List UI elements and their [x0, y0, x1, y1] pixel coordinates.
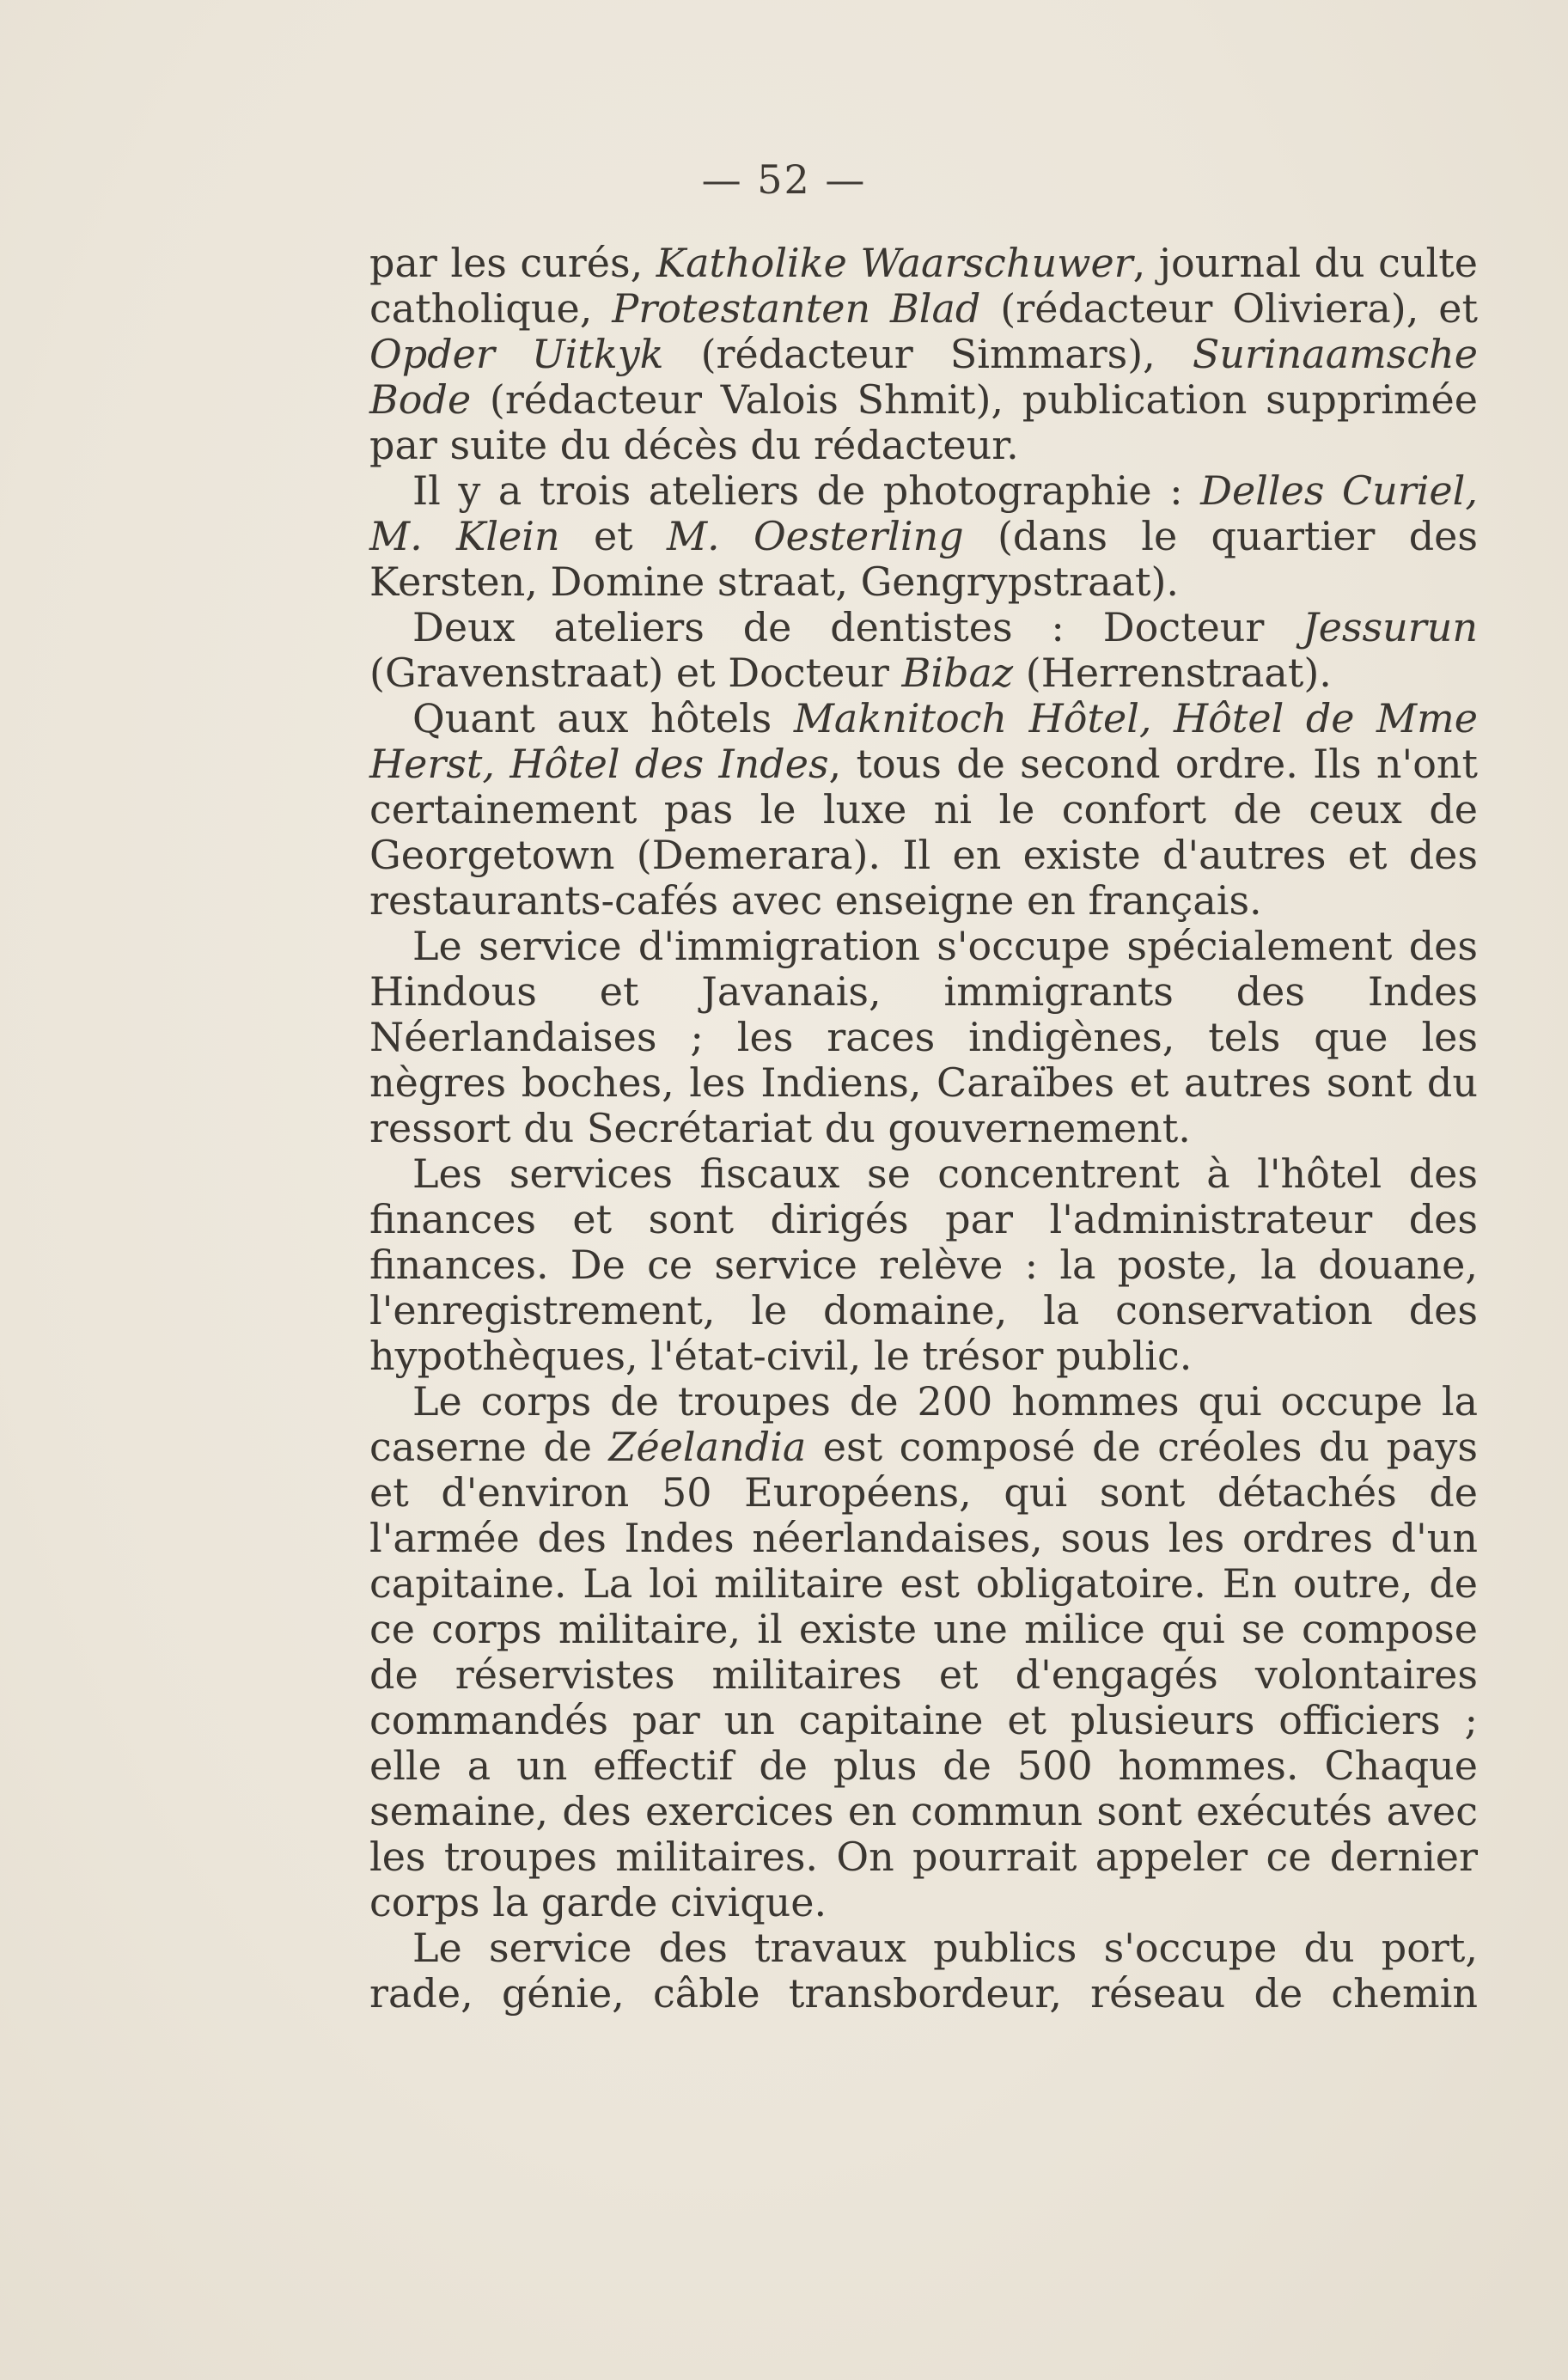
paragraph — [369, 605, 1478, 696]
italic-text-segment: Zéelandia — [608, 1424, 807, 1470]
italic-text-segment: Protestanten Blad — [612, 285, 981, 332]
italic-text-segment: Opder Uitkyk — [369, 331, 664, 377]
text-segment: Deux ateliers de dentistes : Docteur — [412, 604, 1303, 650]
paragraph — [369, 241, 1478, 468]
italic-text-segment: Delles Curiel, M. Klein — [369, 467, 1478, 559]
text-segment: Il y a trois ateliers de photographie : — [412, 467, 1201, 514]
italic-text-segment: Surinaamsche Bode — [369, 331, 1478, 423]
page-number: — 52 — — [701, 156, 867, 203]
text-segment: Les services fiscaux se concentrent à l'hôtel des finances et sont dirigés par l'administrateur des finances. De ce service relève : la poste, la douane, l'enregistrement, le domaine, la conservation des hypothèques, l'état-civil, le trésor public. — [369, 1150, 1478, 1379]
text-segment: et — [559, 513, 667, 559]
page-body-text — [369, 241, 1478, 2017]
text-segment: (rédacteur Valois Shmit), publication supprimée par suite du décès du rédacteur. — [369, 376, 1478, 468]
paragraph — [369, 1379, 1478, 1925]
italic-text-segment: Jessurun — [1303, 604, 1478, 650]
text-segment: Le corps de troupes de 200 hommes qui occupe la caserne de — [369, 1378, 1478, 1470]
text-segment: (rédacteur Simmars), — [663, 331, 1193, 377]
text-segment: (rédacteur Oliviera), et — [980, 285, 1478, 332]
text-segment: par les curés, — [369, 240, 656, 286]
italic-text-segment: Katholike Waarschuwer — [656, 240, 1133, 286]
italic-text-segment: M. Oesterling — [666, 513, 964, 559]
text-segment: est composé de créoles du pays et d'environ 50 Européens, qui sont détachés de l'armée des Indes néerlandaises, sous les ordres d'un capitaine. La loi militaire est obligatoire. En outre, de ce corps militaire, il existe une milice qui se compose de réservistes militaires et d'engagés volontaires commandés par un capitaine et plusieurs officiers ; elle a un effectif de plus de 500 hommes. Chaque semaine, des exercices en commun sont exécutés avec les troupes militaires. On pourrait appeler ce dernier corps la garde civique. — [369, 1424, 1478, 1925]
text-segment: (Herrenstraat). — [1013, 650, 1332, 696]
paragraph — [369, 924, 1478, 1151]
text-segment: , journal du culte catholique, — [369, 240, 1478, 332]
paragraph — [369, 696, 1478, 924]
italic-text-segment: Maknitoch Hôtel, Hôtel de Mme Herst, Hôtel des Indes — [369, 695, 1478, 787]
paragraph — [369, 1925, 1478, 2017]
paragraph — [369, 468, 1478, 605]
text-segment: , tous de second ordre. Ils n'ont certainement pas le luxe ni le confort de ceux de Georgetown (Demerara). Il en existe d'autres et des restaurants-cafés avec enseigne en français. — [369, 741, 1478, 924]
paragraph — [369, 1151, 1478, 1379]
text-segment: Le service des travaux publics s'occupe du port, rade, génie, câble transbordeur, réseau de chemin — [369, 1925, 1478, 2017]
text-segment: Quant aux hôtels — [412, 695, 794, 741]
text-segment: (dans le quartier des Kersten, Domine straat, Gengrypstraat). — [369, 513, 1478, 605]
text-segment: (Gravenstraat) et Docteur — [369, 650, 902, 696]
text-segment: Le service d'immigration s'occupe spécialement des Hindous et Javanais, immigrants des Indes Néerlandaises ; les races indigènes, tels que les nègres boches, les Indiens, Caraïbes et autres sont du ressort du Secrétariat du gouvernement. — [369, 923, 1478, 1151]
italic-text-segment: Bibaz — [901, 650, 1014, 696]
